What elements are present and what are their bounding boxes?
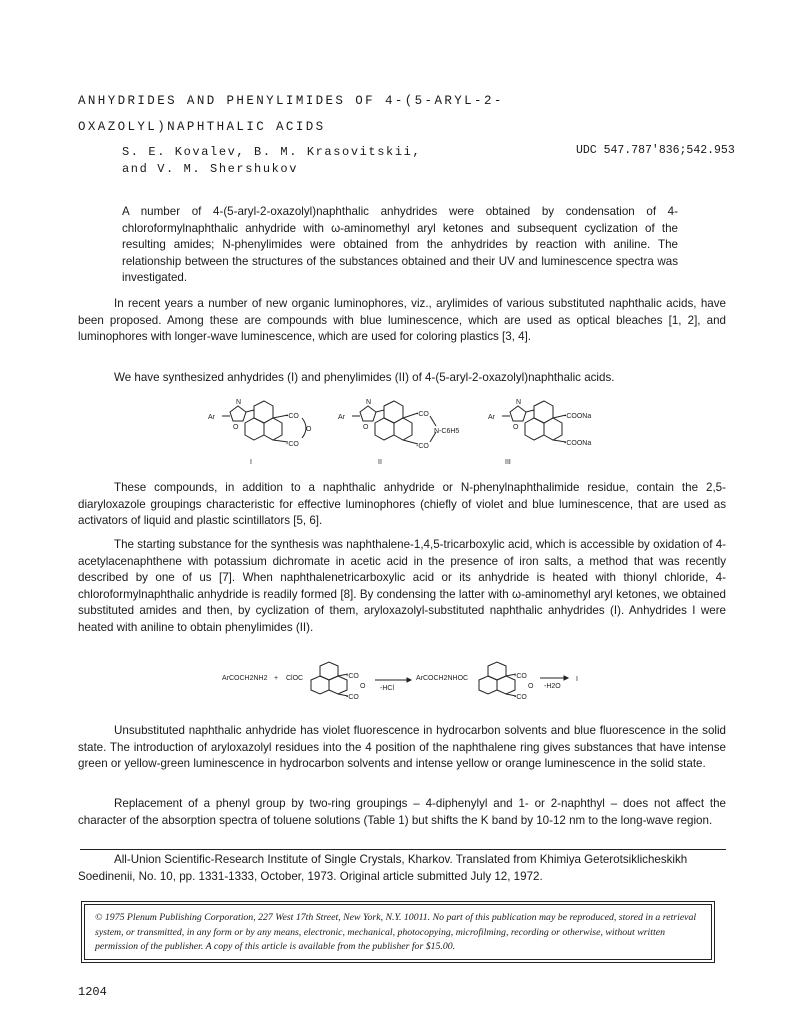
struct2-co-top: -CO <box>416 411 429 418</box>
structure-1 <box>222 401 306 442</box>
paragraph-fluorescence: Unsubstituted naphthalic anhydride has violet fluorescence in hydrocarbon solvents and blue fluorescence in the solid state. The introduction of aryloxazolyl residues into the 4 position of the naphthalene ring gives substances that have intense green or yellow-green luminescence in hydrocarbon solvents and intense yellow or orange luminescence in the solid state. <box>78 724 726 771</box>
struct3-coona-top: -COONa <box>564 413 592 420</box>
struct3-ar: Ar <box>488 414 495 421</box>
paragraph-replacement: Replacement of a phenyl group by two-ring groupings – 4-diphenylyl and 1- or 2-naphthyl – does not affect the character of the absorption spectra of toluene solutions (Table 1) but shifts the K band by 10-12 nm to the long-wave region. <box>78 797 726 827</box>
paragraph-intro: In recent years a number of new organic luminophores, viz., arylimides of various substituted naphthalic acids, have been proposed. Among these are compounds with blue luminescence, which are used as optical bleaches [1, 2], and luminophores with longer-wave luminescence, which are used for coloring plastics [3, 4]. <box>78 297 726 344</box>
article-title <box>78 88 598 140</box>
paragraph-starting-substance: The starting substance for the synthesis was naphthalene-1,4,5-tricarboxylic acid, which is accessible by oxidation of 4-acetylacenaphthene with potassium dichromate in acetic acid in the presence of iron salts, a method that was recently described by one of us [7]. When naphthalenetricarboxylic acid or its anhydride is heated with thionyl chloride, 4-chloroformylnaphthalic anhydride is readily formed [8]. By condensing the latter with ω-aminomethyl aryl ketones, we obtained substituted amides and then, by cyclization of them, aryloxazolyl-substituted naphthalic anhydrides (I). Anhydrides I were heated with aniline to obtain phenylimides (II). <box>78 538 726 634</box>
plus-sign: + <box>274 675 279 682</box>
scheme-co-1: -CO <box>346 673 359 680</box>
reaction-scheme <box>220 658 600 710</box>
authors-line-2: and V. M. Shershukov <box>122 162 299 176</box>
struct2-label: II <box>378 459 382 466</box>
structure-2 <box>352 401 436 444</box>
scheme-co-3: -CO <box>514 673 527 680</box>
struct2-o: O <box>363 424 369 431</box>
struct1-co-bottom: -CO <box>286 441 299 448</box>
struct1-ar: Ar <box>208 414 215 421</box>
affiliation-note: All-Union Scientific-Research Institute of Single Crystals, Kharkov. Translated from Khimiya Geterotsiklicheskikh Soedinenii, No. 10, pp. 1331-1333, October, 1973. Original article submitted July 12, 1972. <box>78 853 688 883</box>
title-line-2: OXAZOLYL)NAPHTHALIC ACIDS <box>78 120 326 134</box>
arrow-2-label: -H2O <box>544 683 561 690</box>
paragraph-synthesized: We have synthesized anhydrides (I) and phenylimides (II) of 4-(5-aryl-2-oxazolyl)naphthalic acids. <box>114 371 615 384</box>
footnote-divider <box>80 849 726 850</box>
copyright-text: © 1975 Plenum Publishing Corporation, 227 West 17th Street, New York, N.Y. 10011. No part of this publication may be reproduced, stored in a retrieval system, or transmitted, in any form or by any means, electronic, mechanical, photocopying, microfilming, recording or otherwise, without written permission of the publisher. A copy of this article is available from the publisher for $15.00. <box>95 912 697 952</box>
struct1-o-bridge: O <box>306 426 312 433</box>
structure-3 <box>502 401 566 442</box>
udc-code: UDC 547.787'836;542.953 <box>576 144 735 157</box>
struct3-label: III <box>505 459 511 466</box>
authors-line-1: S. E. Kovalev, B. M. Krasovitskii, <box>122 145 422 159</box>
struct3-coona-bottom: -COONa <box>564 440 592 447</box>
struct1-co-top: -CO <box>286 413 299 420</box>
struct3-n: N <box>516 399 522 406</box>
scheme-o-1: O <box>360 683 366 690</box>
scheme-result: I <box>576 676 578 683</box>
reactant-2: ClOC <box>286 675 304 682</box>
struct1-o: O <box>233 424 239 431</box>
page-number: 1204 <box>78 985 107 999</box>
title-line-1: ANHYDRIDES AND PHENYLIMIDES OF 4-(5-ARYL-2- <box>78 94 504 108</box>
paragraph-compounds: These compounds, in addition to a naphthalic anhydride or N-phenylnaphthalimide residue, contain the 2,5-diaryloxazole groupings characteristic for effective luminophores (chiefly of violet and blue luminescence, that are used as activators of liquid and plastic scintillators [5, 6]. <box>78 481 726 528</box>
product-amide: ArCOCH2NHOC <box>416 675 469 682</box>
structure-figures <box>200 394 620 474</box>
struct3-o: O <box>513 424 519 431</box>
struct2-ar: Ar <box>338 414 345 421</box>
author-list <box>122 144 452 178</box>
scheme-co-4: -CO <box>514 694 527 701</box>
struct2-n-phenyl: N-C6H5 <box>434 428 460 435</box>
struct1-label: I <box>250 459 252 466</box>
scheme-o-2: O <box>528 683 534 690</box>
copyright-box <box>84 904 712 960</box>
struct2-co-bottom: -CO <box>416 443 429 450</box>
abstract: A number of 4-(5-aryl-2-oxazolyl)naphthalic anhydrides were obtained by condensation of 4-chloroformylnaphthalic anhydride with ω-aminomethyl aryl ketones and subsequent cyclization of the resulting amides; N-phenylimides were obtained from the anhydrides by reaction with aniline. The relationship between the structures of the substances obtained and their UV and luminescence spectra was investigated. <box>122 205 678 284</box>
struct1-n: N <box>236 399 242 406</box>
struct2-n: N <box>366 399 372 406</box>
arrow-1-label: -HCl <box>380 685 394 692</box>
reactant-1: ArCOCH2NH2 <box>222 675 268 682</box>
scheme-co-2: -CO <box>346 694 359 701</box>
